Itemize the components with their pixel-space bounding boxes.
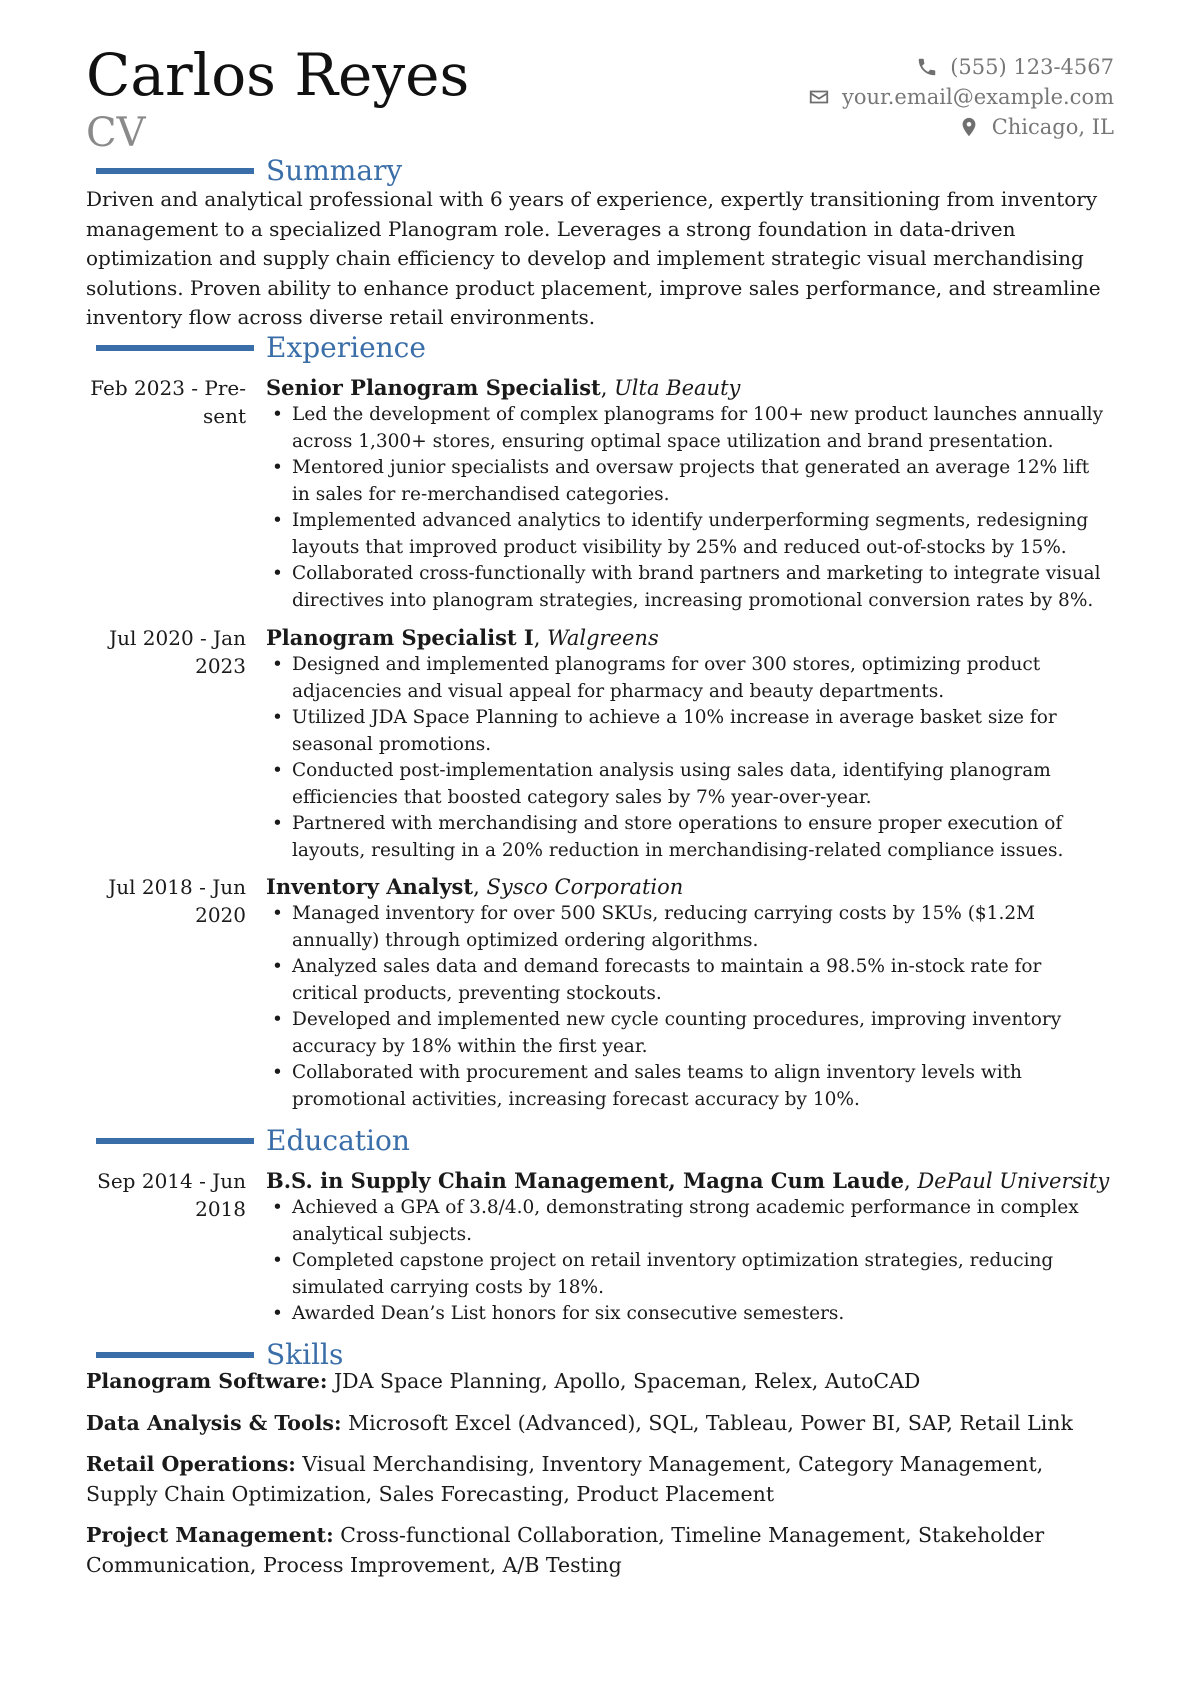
list-item: • Designed and implemented planograms for over 300 stores, optimizing product adjacencies and visual appeal for pharmacy and beauty departments. <box>266 652 1106 705</box>
entry-date: Sep 2014 - Jun 2018 <box>97 1169 246 1221</box>
section-accent-bar <box>96 1352 254 1358</box>
phone-icon <box>916 56 938 78</box>
education-heading <box>96 1123 410 1159</box>
list-item: • Implemented advanced analytics to identify underperforming segments, redesigning layouts that improved product visibility by 25% and reduced out-of-stocks by 15%. <box>266 508 1106 561</box>
envelope-icon <box>808 86 830 108</box>
summary-heading <box>96 153 402 189</box>
location-pin-icon <box>958 116 980 138</box>
section-accent-bar <box>96 1138 254 1144</box>
entry-date: Jul 2018 - Jun 2020 <box>108 875 246 927</box>
skills-list <box>86 1367 1106 1592</box>
email-text: your.email@example.com <box>841 85 1114 109</box>
skill-label: Retail Operations: <box>86 1452 296 1476</box>
list-item: • Managed inventory for over 500 SKUs, reducing carrying costs by 15% ($1.2M annually) through optimized ordering algorithms. <box>266 901 1106 954</box>
list-item: • Completed capstone project on retail inventory optimization strategies, reducing simulated carrying costs by 18%. <box>266 1248 1106 1301</box>
entry-date: Jul 2020 - Jan 2023 <box>109 626 246 678</box>
entry-heading: Inventory Analyst, Sysco Corporation <box>266 874 684 899</box>
phone-text: (555) 123-4567 <box>950 55 1114 79</box>
entry-heading: Senior Planogram Specialist, Ulta Beauty <box>266 375 741 400</box>
skill-items: Cross-functional Collaboration, Timeline Management, Stakeholder Communication, Process Improvement, A/B Testing <box>86 1523 1045 1577</box>
entry-bullets <box>266 901 1106 1113</box>
list-item: • Collaborated with procurement and sales teams to align inventory levels with promotional activities, increasing forecast accuracy by 10%. <box>266 1060 1106 1113</box>
list-item: • Developed and implemented new cycle counting procedures, improving inventory accuracy by 18% within the first year. <box>266 1007 1106 1060</box>
section-title: Experience <box>266 331 426 364</box>
list-item: • Partnered with merchandising and store operations to ensure proper execution of layouts, resulting in a 20% reduction in merchandising-related compliance issues. <box>266 811 1106 864</box>
skill-label: Planogram Software: <box>86 1369 328 1393</box>
skill-items: Microsoft Excel (Advanced), SQL, Tableau, Power BI, SAP, Retail Link <box>348 1410 1073 1435</box>
summary-text: Driven and analytical professional with 6 years of experience, expertly transitioning from inventory management to a specialized Planogram role. Leverages a strong foundation in data-driven optimization and supply chain efficiency to develop and implement strategic visual merchandising solutions. Proven ability to enhance product placement, improve sales performance, and streamline inventory flow across diverse retail environments. <box>86 187 1101 329</box>
entry-bullets <box>266 1195 1106 1328</box>
skill-items: Visual Merchandising, Inventory Management, Category Management, Supply Chain Optimization, Sales Forecasting, Product Placement <box>86 1452 1044 1506</box>
experience-heading <box>96 330 426 366</box>
list-item: • Utilized JDA Space Planning to achieve a 10% increase in average basket size for seasonal promotions. <box>266 705 1106 758</box>
skill-group <box>86 1367 1106 1397</box>
contact-email <box>808 82 1114 112</box>
section-title: Education <box>266 1124 410 1157</box>
entry-bullets <box>266 652 1106 864</box>
list-item: • Analyzed sales data and demand forecasts to maintain a 98.5% in-stock rate for critical products, preventing stockouts. <box>266 954 1106 1007</box>
entry-bullets <box>266 402 1106 614</box>
job-role: Inventory Analyst <box>266 874 474 899</box>
skill-label: Data Analysis & Tools: <box>86 1410 342 1435</box>
section-accent-bar <box>96 345 254 351</box>
list-item: • Led the development of complex planograms for 100+ new product launches annually across 1,300+ stores, ensuring optimal space utilization and brand presentation. <box>266 402 1106 455</box>
job-company: Walgreens <box>547 626 659 650</box>
contact-block <box>808 52 1114 142</box>
entry-date: Feb 2023 - Pre- sent <box>90 376 246 428</box>
job-company: Ulta Beauty <box>614 376 741 400</box>
list-item: • Conducted post-implementation analysis using sales data, identifying planogram efficiencies that boosted category sales by 7% year-over-year. <box>266 758 1106 811</box>
job-role: Planogram Specialist I <box>266 625 534 650</box>
section-title: Skills <box>266 1338 344 1371</box>
contact-phone <box>808 52 1114 82</box>
skill-items: JDA Space Planning, Apollo, Spaceman, Relex, AutoCAD <box>333 1369 921 1393</box>
entry-heading: Planogram Specialist I, Walgreens <box>266 625 659 650</box>
document-subtitle: CV <box>86 110 146 156</box>
skill-group <box>86 1521 1106 1580</box>
list-item: • Collaborated cross-functionally with brand partners and marketing to integrate visual directives into planogram strategies, increasing promotional conversion rates by 8%. <box>266 561 1106 614</box>
entry-heading: B.S. in Supply Chain Management, Magna Cum Laude, DePaul University <box>266 1168 1110 1193</box>
list-item: • Achieved a GPA of 3.8/4.0, demonstrating strong academic performance in complex analytical subjects. <box>266 1195 1106 1248</box>
section-accent-bar <box>96 168 254 174</box>
contact-location <box>808 112 1114 142</box>
job-company: Sysco Corporation <box>486 875 684 899</box>
degree-title: B.S. in Supply Chain Management, Magna Cum Laude <box>266 1168 904 1193</box>
job-role: Senior Planogram Specialist <box>266 375 601 400</box>
list-item: • Awarded Dean’s List honors for six consecutive semesters. <box>266 1301 1106 1328</box>
list-item: • Mentored junior specialists and oversaw projects that generated an average 12% lift in sales for re-merchandised categories. <box>266 455 1106 508</box>
skill-label: Project Management: <box>86 1523 334 1547</box>
section-title: Summary <box>266 154 403 187</box>
location-text: Chicago, IL <box>991 115 1114 139</box>
skill-group <box>86 1450 1106 1509</box>
candidate-name: Carlos Reyes <box>86 41 470 109</box>
skill-group <box>86 1409 1106 1439</box>
school-name: DePaul University <box>917 1169 1110 1193</box>
